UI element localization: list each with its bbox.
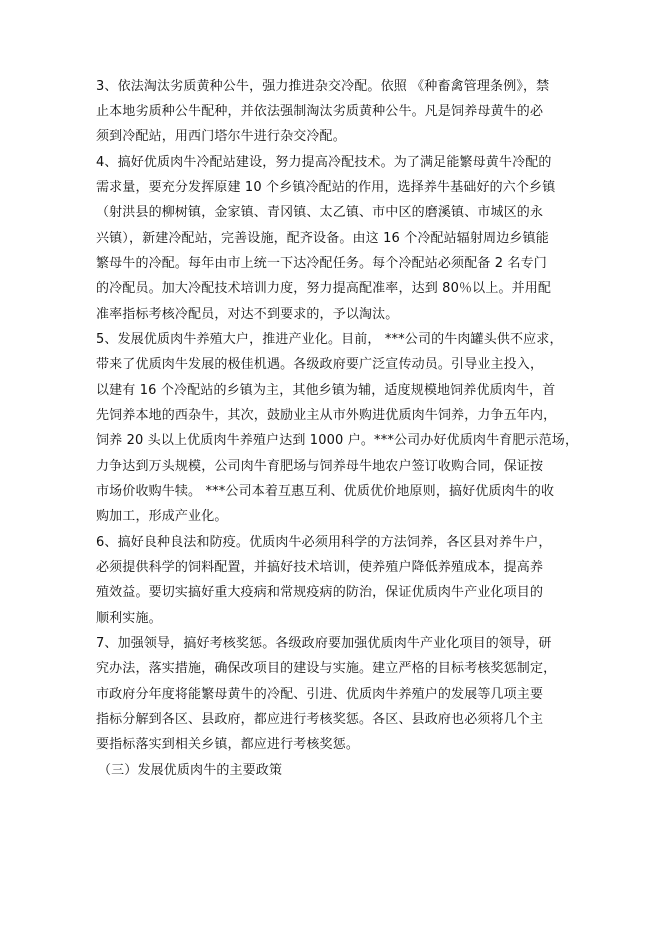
text-line-24: 究办法，落实措施，确保改项目的建设与实施。建立严格的目标考核奖惩制定， bbox=[96, 661, 557, 676]
text-line-22: 顺利实施。 bbox=[96, 611, 162, 626]
text-line-25: 市政府分年度将能繁母黄牛的冷配、引进、优质肉牛养殖户的发展等几项主要 bbox=[96, 687, 544, 702]
text-line-10: 准率指标考核冷配员，对达不到要求的，予以淘汰。 bbox=[96, 307, 399, 322]
text-line-13: 以建有 16 个冷配站的乡镇为主，其他乡镇为辅，适度规模地饲养优质肉牛，首 bbox=[96, 383, 556, 398]
section-heading: （三）发展优质肉牛的主要政策 bbox=[98, 763, 283, 778]
text-line-2: 止本地劣质种公牛配种，并依法强制淘汰劣质黄种公牛。凡是饲养母黄牛的必 bbox=[96, 104, 544, 119]
text-line-21: 殖效益。要切实搞好重大疫病和常规疫病的防治，保证优质肉牛产业化项目的 bbox=[96, 585, 544, 600]
text-line-19: 6、搞好良种良法和防疫。优质肉牛必须用科学的方法饲养，各区县对养牛户， bbox=[96, 535, 552, 550]
text-line-12: 带来了优质肉牛发展的极佳机遇。各级政府要广泛宣传动员。引导业主投入， bbox=[96, 357, 544, 372]
text-line-8: 繁母牛的冷配。每年由市上统一下达冷配任务。每个冷配站必须配备 2 名专门 bbox=[96, 256, 547, 271]
text-line-11: 5、发展优质肉牛养殖大户，推进产业化。目前， ***公司的牛肉罐头供不应求， bbox=[96, 332, 563, 347]
text-line-27: 要指标落实到相关乡镇，都应进行考核奖惩。 bbox=[96, 737, 360, 752]
text-line-15: 饲养 20 头以上优质肉牛养殖户达到 1000 户。***公司办好优质肉牛育肥示范场， bbox=[96, 433, 579, 448]
text-line-20: 必须提供科学的饲料配置，并搞好技术培训，使养殖户降低养殖成本，提高养 bbox=[96, 560, 544, 575]
text-line-26: 指标分解到各区、县政府，都应进行考核奖惩。各区、县政府也必须将几个主 bbox=[96, 712, 544, 727]
text-line-18: 购加工，形成产业化。 bbox=[96, 509, 228, 524]
text-line-4: 4、搞好优质肉牛冷配站建设，努力提高冷配技术。为了满足能繁母黄牛冷配的 bbox=[96, 155, 552, 170]
text-line-14: 先饲养本地的西杂牛，其次，鼓励业主从市外购进优质肉牛饲养，力争五年内， bbox=[96, 408, 557, 423]
text-line-16: 力争达到万头规模，公司肉牛育肥场与饲养母牛地农户签订收购合同，保证按 bbox=[96, 459, 544, 474]
text-line-23: 7、加强领导，搞好考核奖惩。各级政府要加强优质肉牛产业化项目的领导，研 bbox=[96, 636, 552, 651]
text-line-1: 3、依法淘汰劣质黄种公牛，强力推进杂交冷配。依照 《种畜禽管理条例》，禁 bbox=[96, 79, 550, 94]
text-line-17: 市场价收购牛犊。 ***公司本着互惠互利、优质优价地原则，搞好优质肉牛的收 bbox=[96, 484, 555, 499]
text-line-9: 的冷配员。加大冷配技术培训力度，努力提高配准率，达到 80％以上。并用配 bbox=[96, 281, 552, 296]
text-line-5: 需求量，要充分发挥原建 10 个乡镇冷配站的作用，选择养牛基础好的六个乡镇 bbox=[96, 180, 556, 195]
text-line-7: 兴镇），新建冷配站，完善设施，配齐设备。由这 16 个冷配站辐射周边乡镇能 bbox=[96, 231, 549, 246]
text-line-3: 须到冷配站，用西门塔尔牛进行杂交冷配。 bbox=[96, 129, 346, 144]
text-line-6: （射洪县的柳树镇，金家镇、青冈镇、太乙镇、市中区的磨溪镇、市城区的永 bbox=[96, 205, 544, 220]
